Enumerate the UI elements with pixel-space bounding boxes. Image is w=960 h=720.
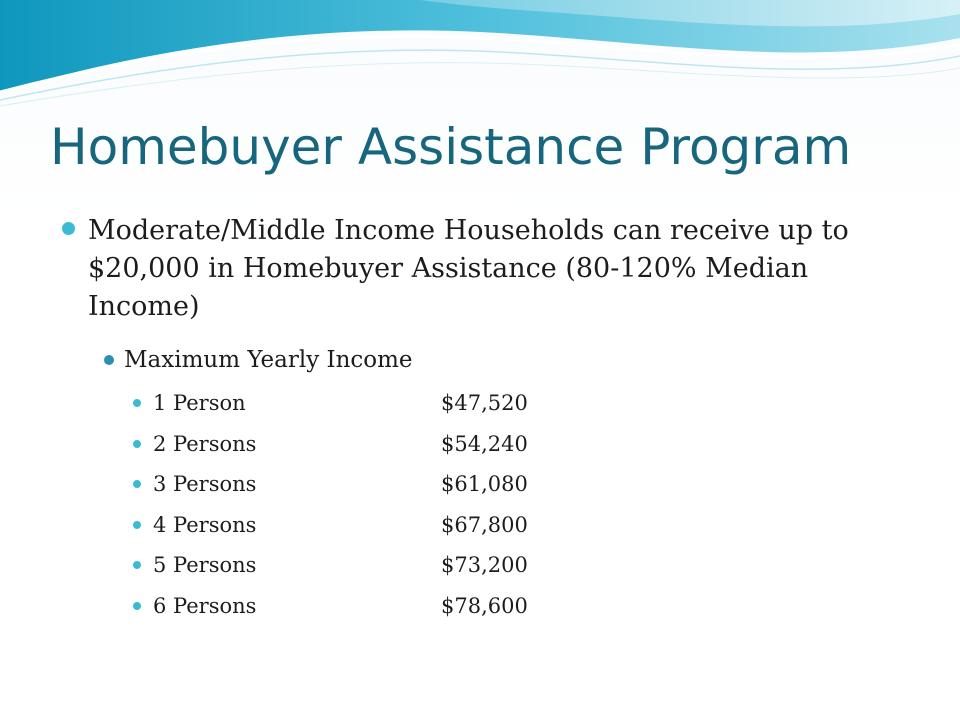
main-bullet-text: Moderate/Middle Income Households can receive up to $20,000 in Homebuyer Assistance (80-120% Median Income) xyxy=(88,215,849,322)
income-amount: $78,600 xyxy=(441,593,528,618)
bullet-dot xyxy=(104,355,114,365)
bullet-dot xyxy=(133,602,141,610)
household-size: 1 Person xyxy=(153,391,246,415)
household-size: 6 Persons xyxy=(153,593,257,618)
income-amount: $47,520 xyxy=(441,391,528,415)
household-size: 3 Persons xyxy=(153,472,257,497)
household-size: 5 Persons xyxy=(153,553,257,578)
income-row xyxy=(133,429,653,470)
income-row xyxy=(133,550,653,591)
header-wave-decoration xyxy=(0,0,960,110)
income-row xyxy=(133,388,653,429)
slide-title: Homebuyer Assistance Program xyxy=(50,118,852,176)
household-size: 2 Persons xyxy=(153,431,257,456)
bullet-dot xyxy=(133,561,141,569)
income-amount: $54,240 xyxy=(441,431,528,456)
income-row xyxy=(133,591,653,632)
bullet-dot xyxy=(133,440,141,448)
bullet-dot xyxy=(133,399,141,407)
bullet-dot xyxy=(62,222,75,235)
income-amount: $61,080 xyxy=(441,472,528,497)
income-limits-list xyxy=(133,388,653,632)
household-size: 4 Persons xyxy=(153,512,257,537)
bullet-dot xyxy=(133,480,141,488)
sub-bullet-text: Maximum Yearly Income xyxy=(124,347,413,373)
income-amount: $73,200 xyxy=(441,553,528,578)
income-amount: $67,800 xyxy=(441,512,528,537)
bullet-dot xyxy=(133,521,141,529)
income-row xyxy=(133,469,653,510)
income-row xyxy=(133,510,653,551)
